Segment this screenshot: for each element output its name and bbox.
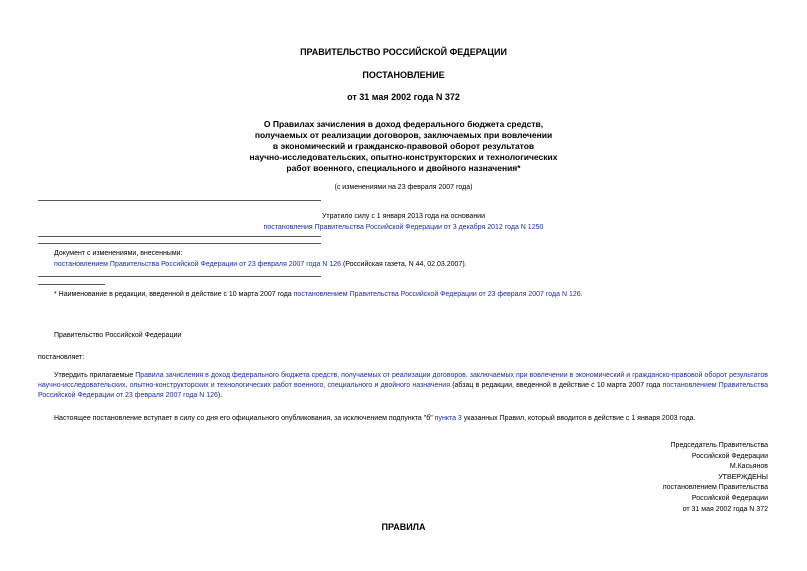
approval-org: Российской Федерации: [691, 494, 768, 502]
footnote-divider: [38, 284, 105, 285]
rules-heading: ПРАВИЛА: [381, 522, 426, 532]
p1-mid: (абзац в редакции, введенной в действие с 10 марта 2007 года: [450, 382, 663, 389]
signer-name: М.Касьянов: [729, 463, 768, 471]
amendments-line: [54, 260, 467, 269]
divider: [38, 276, 321, 277]
divider: [38, 243, 321, 244]
approval-label: УТВЕРЖДЕНЫ: [718, 473, 768, 481]
expiry-text: Утратило силу с 1 января 2013 года на основании: [321, 213, 486, 220]
amendment-source: (Российская газета, N 44, 02.03.2007).: [341, 261, 467, 268]
government-heading: ПРАВИТЕЛЬСТВО РОССИЙСКОЙ ФЕДЕРАЦИИ: [300, 47, 507, 57]
signer-title: Председатель Правительства: [670, 442, 768, 449]
issuer: Правительство Российской Федерации: [54, 332, 182, 339]
doc-type-heading: ПОСТАНОВЛЕНИЕ: [362, 70, 445, 80]
expiry-note: [0, 211, 807, 233]
approval-by: постановлением Правительства: [662, 484, 768, 492]
p1-end: ).: [217, 392, 223, 399]
amendments-intro: Документ с изменениями, внесенными:: [54, 250, 183, 257]
footnote-link[interactable]: постановлением Правительства Российской Федерации от 23 февраля 2007 года N 126: [293, 291, 581, 298]
footnote-text: * Наименование в редакции, введенной в действие с 10 марта 2007 года: [54, 291, 294, 298]
document-title: [0, 119, 807, 174]
divider: [38, 200, 321, 201]
doc-date-number: от 31 мая 2002 года N 372: [347, 92, 460, 102]
title-line: работ военного, специального и двойного назначения*: [286, 163, 521, 173]
rules-link[interactable]: Правила зачисления в доход федерального бюджета средств, получаемых от реализации договоров, заключаемых при вовлечении в экономический и гражданско-правовой оборот результатов научно-исследовательских, опытно-конструкторских и технологических работ военного, специального и двойного назначения: [38, 372, 768, 389]
title-line: научно-исследовательских, опытно-конструкторских и технологических: [249, 152, 558, 162]
clause-link[interactable]: пункта 3: [434, 415, 462, 422]
p1-start: Утвердить прилагаемые: [54, 372, 136, 379]
paragraph-effective: [54, 414, 696, 423]
amendment-note: (с изменениями на 23 февраля 2007 года): [334, 184, 473, 191]
p2-end: указанных Правил, который вводится в действие с 1 января 2003 года.: [461, 415, 696, 422]
p2-start: Настоящее постановление вступает в силу со дня его официального опубликования, за исключением подпункта "б": [54, 415, 435, 422]
title-line: в экономический и гражданско-правовой оборот результатов: [272, 141, 535, 151]
title-line: получаемых от реализации договоров, заключаемых при вовлечении: [254, 130, 553, 140]
title-line: О Правилах зачисления в доход федерального бюджета средств,: [263, 119, 544, 129]
paragraph-approve: [38, 371, 768, 401]
expiry-link[interactable]: постановления Правительства Российской Федерации от 3 декабря 2012 года N 1250: [263, 224, 544, 231]
divider: [38, 236, 321, 237]
amendment-link[interactable]: постановлением Правительства Российской Федерации от 23 февраля 2007 года N 126: [54, 261, 341, 268]
footnote: [54, 290, 583, 299]
signer-org: Российской Федерации: [691, 452, 768, 460]
approval-date: от 31 мая 2002 года N 372: [682, 505, 768, 513]
decrees: постановляет:: [38, 354, 85, 361]
signature-block: [663, 441, 768, 515]
decree-link[interactable]: постановлением Правительства Российской Федерации от 23 февраля 2007 года N 126: [38, 382, 768, 399]
footnote-tail: .: [580, 291, 583, 298]
